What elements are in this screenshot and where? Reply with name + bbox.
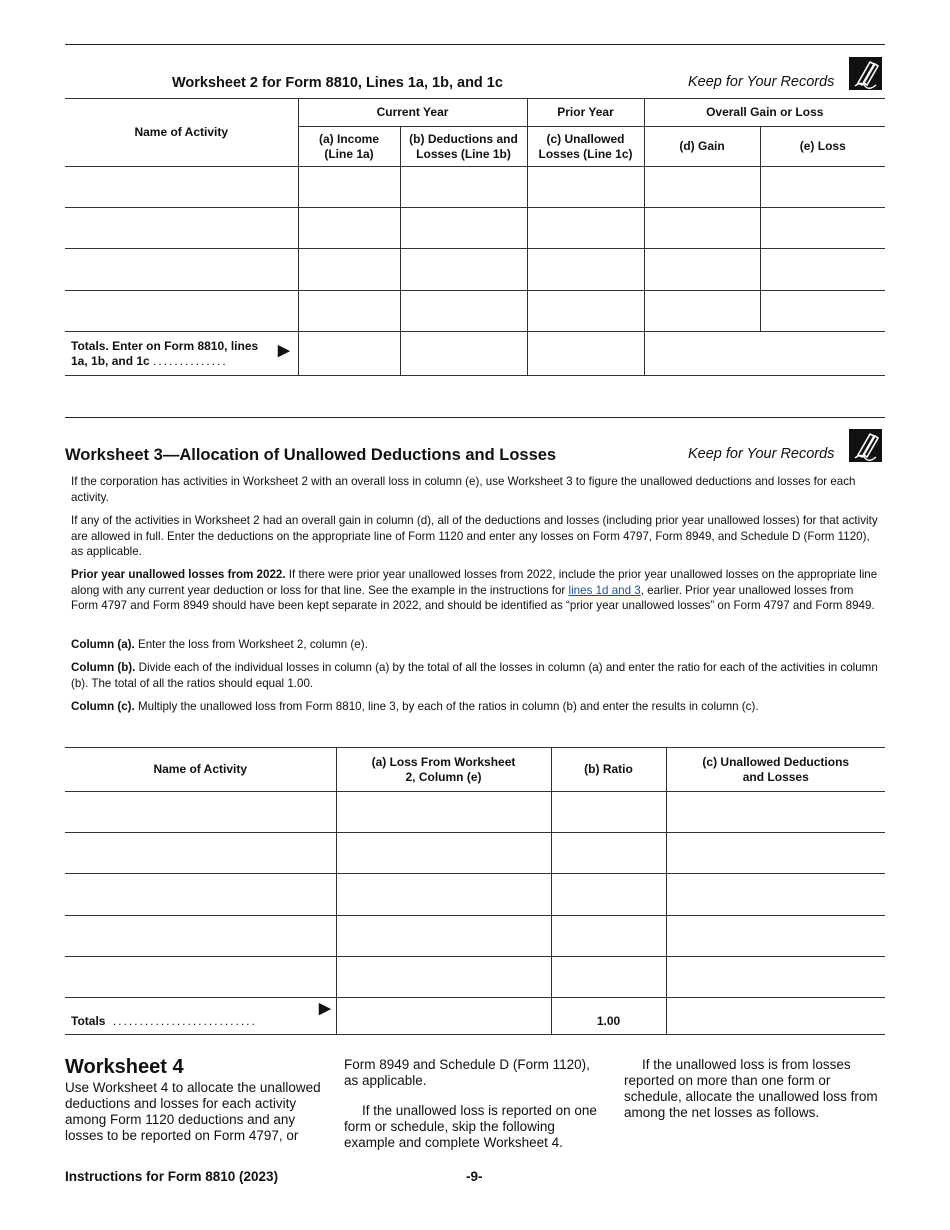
page-number: -9- — [466, 1169, 483, 1184]
worksheet2-keep-label: Keep for Your Records — [688, 74, 835, 90]
ws3-cell-name[interactable] — [65, 833, 336, 874]
ws3-cell-b[interactable] — [551, 916, 666, 957]
ws3-prior-year-text-a: If there were prior year unallowed losses from 2022, include the prior year unallowed losses on the appropriate line along with any current year deduction or loss for that line. See the example in the instructions for — [71, 568, 878, 597]
ws3-para-col-b — [71, 660, 879, 691]
ws2-header-c: (c) Unallowed Losses (Line 1c) — [527, 127, 644, 167]
ws2-cell-b[interactable] — [400, 167, 527, 208]
ws2-cell-name[interactable] — [65, 291, 298, 332]
ws3-total-ratio: 1.00 — [551, 998, 666, 1035]
ws3-cell-name[interactable] — [65, 957, 336, 998]
ws3-col-b-heading: Column (b). — [71, 661, 136, 674]
ws2-cell-c[interactable] — [527, 291, 644, 332]
ws3-cell-name[interactable] — [65, 916, 336, 957]
top-rule — [65, 44, 885, 45]
ws4-col3-text: If the unallowed loss is from losses reported on more than one form or schedule, allocate the unallowed loss from among the net losses as follows. — [624, 1057, 878, 1120]
ws2-cell-c[interactable] — [527, 208, 644, 249]
table-row — [65, 916, 885, 957]
ws2-cell-d[interactable] — [644, 208, 760, 249]
ws2-totals-dots: .............. — [153, 353, 228, 368]
ws2-total-b[interactable] — [400, 332, 527, 376]
table-row — [65, 249, 885, 291]
ws2-header-e: (e) Loss — [760, 127, 885, 167]
ws3-col-a-heading: Column (a). — [71, 638, 135, 651]
ws2-cell-c[interactable] — [527, 249, 644, 291]
ws2-cell-b[interactable] — [400, 249, 527, 291]
ws2-cell-d[interactable] — [644, 291, 760, 332]
ws2-cell-e[interactable] — [760, 167, 885, 208]
ws3-cell-b[interactable] — [551, 874, 666, 916]
lines-1d-3-link[interactable]: lines 1d and 3 — [568, 583, 641, 597]
ws2-cell-e[interactable] — [760, 249, 885, 291]
table-row — [65, 874, 885, 916]
ws2-cell-a[interactable] — [298, 291, 400, 332]
ws2-header-a: (a) Income (Line 1a) — [298, 127, 400, 167]
ws2-total-blank — [644, 332, 885, 376]
ws3-cell-b[interactable] — [551, 792, 666, 833]
ws2-totals-row — [65, 332, 885, 376]
worksheet3-table — [65, 747, 885, 1035]
ws3-col-a-text: Enter the loss from Worksheet 2, column (e). — [134, 638, 368, 651]
ws3-col-c-heading: Column (c). — [71, 700, 135, 713]
table-row — [65, 208, 885, 249]
ws3-para-1: If the corporation has activities in Worksheet 2 with an overall loss in column (e), use Worksheet 3 to figure the unallowed deductions and losses for each activity. — [71, 475, 856, 504]
ws3-cell-name[interactable] — [65, 792, 336, 833]
ws4-col2-text-b: If the unallowed loss is reported on one form or schedule, skip the following example and complete Worksheet 4. — [344, 1103, 597, 1150]
ws3-cell-c[interactable] — [666, 916, 885, 957]
ws3-totals-dots: ........................... — [112, 1013, 257, 1028]
ws3-totals-arrow-icon: ▶ — [318, 1000, 331, 1017]
ws2-total-a[interactable] — [298, 332, 400, 376]
ws3-para-col-c — [71, 699, 879, 715]
ws2-header-b: (b) Deductions and Losses (Line 1b) — [400, 127, 527, 167]
ws3-total-a[interactable] — [336, 998, 551, 1035]
ws3-header-c: (c) Unallowed Deductions and Losses — [666, 748, 885, 792]
ws2-header-prior-year: Prior Year — [527, 99, 644, 127]
worksheet2-title: Worksheet 2 for Form 8810, Lines 1a, 1b, and 1c — [172, 75, 503, 91]
ws3-para-col-a — [71, 637, 879, 653]
table-row — [65, 291, 885, 332]
ws2-cell-d[interactable] — [644, 249, 760, 291]
ws3-totals-row — [65, 998, 885, 1035]
ws3-cell-a[interactable] — [336, 792, 551, 833]
ws2-totals-arrow-icon: ▶ — [277, 342, 290, 359]
ws3-cell-a[interactable] — [336, 916, 551, 957]
ws3-header-b: (b) Ratio — [551, 748, 666, 792]
worksheet2-table — [65, 98, 885, 376]
table-row — [65, 833, 885, 874]
section-rule — [65, 417, 885, 418]
ws2-total-c[interactable] — [527, 332, 644, 376]
ws3-cell-c[interactable] — [666, 833, 885, 874]
keep-records-pen-icon — [849, 429, 882, 462]
ws3-header-a: (a) Loss From Worksheet 2, Column (e) — [336, 748, 551, 792]
ws2-totals-label: Totals. Enter on Form 8810, lines 1a, 1b, and 1c — [71, 338, 259, 368]
ws2-header-name: Name of Activity — [65, 99, 298, 167]
keep-records-pen-icon — [849, 57, 882, 90]
ws2-cell-a[interactable] — [298, 249, 400, 291]
ws2-header-current-year: Current Year — [298, 99, 527, 127]
ws2-cell-name[interactable] — [65, 249, 298, 291]
worksheet3-keep-label: Keep for Your Records — [688, 446, 835, 462]
table-row — [65, 957, 885, 998]
ws2-header-overall: Overall Gain or Loss — [644, 99, 885, 127]
ws3-col-b-text: Divide each of the individual losses in column (a) by the total of all the losses in column (a) and enter the ratio for each of the activities in column (b). The total of all the ratios should equal 1.00. — [71, 661, 878, 690]
table-row — [65, 167, 885, 208]
ws3-header-name: Name of Activity — [65, 748, 336, 792]
ws3-cell-a[interactable] — [336, 874, 551, 916]
ws3-cell-c[interactable] — [666, 792, 885, 833]
ws2-cell-d[interactable] — [644, 167, 760, 208]
ws2-cell-e[interactable] — [760, 208, 885, 249]
worksheet3-title: Worksheet 3—Allocation of Unallowed Deductions and Losses — [65, 446, 557, 464]
ws4-col2-text-a: Form 8949 and Schedule D (Form 1120), as applicable. — [344, 1057, 590, 1088]
ws3-cell-a[interactable] — [336, 957, 551, 998]
ws2-cell-name[interactable] — [65, 208, 298, 249]
ws2-cell-b[interactable] — [400, 291, 527, 332]
ws2-cell-e[interactable] — [760, 291, 885, 332]
ws2-cell-name[interactable] — [65, 167, 298, 208]
ws3-cell-a[interactable] — [336, 833, 551, 874]
ws3-totals-label: Totals — [71, 1013, 106, 1028]
ws3-total-c[interactable] — [666, 998, 885, 1035]
ws2-cell-a[interactable] — [298, 167, 400, 208]
ws3-cell-b[interactable] — [551, 957, 666, 998]
ws2-cell-c[interactable] — [527, 167, 644, 208]
worksheet4-title: Worksheet 4 — [65, 1056, 184, 1078]
footer-form-title: Instructions for Form 8810 (2023) — [65, 1169, 279, 1184]
ws2-cell-b[interactable] — [400, 208, 527, 249]
ws4-col1-text: Use Worksheet 4 to allocate the unallowed deductions and losses for each activity among Form 1120 deductions and any losses to be reported on Form 4797, or — [65, 1080, 321, 1143]
ws3-cell-c[interactable] — [666, 957, 885, 998]
ws3-prior-year-text-b: , earlier. Prior year unallowed losses from Form 4797 and Form 8949 should have been kept separate in 2022, and should be identified as “prior year unallowed losses” on Form 4797 and Form 8949. — [71, 583, 875, 612]
ws3-para-prior-year — [71, 567, 879, 614]
table-row — [65, 792, 885, 833]
ws3-prior-year-heading: Prior year unallowed losses from 2022. — [71, 568, 286, 581]
ws2-cell-a[interactable] — [298, 208, 400, 249]
ws3-col-c-text: Multiply the unallowed loss from Form 8810, line 3, by each of the ratios in column (b) and enter the results in column (c). — [134, 700, 759, 713]
ws2-header-d: (d) Gain — [644, 127, 760, 167]
ws3-cell-b[interactable] — [551, 833, 666, 874]
ws3-cell-name[interactable] — [65, 874, 336, 916]
ws3-cell-c[interactable] — [666, 874, 885, 916]
ws3-para-2: If any of the activities in Worksheet 2 had an overall gain in column (d), all of the deductions and losses (including prior year unallowed losses) for that activity are allowed in full. Enter the deductions on the appropriate line of Form 1120 and enter any losses on Form 4797, Form 8949, and Schedule D (Form 1120), as applicable. — [71, 514, 878, 558]
